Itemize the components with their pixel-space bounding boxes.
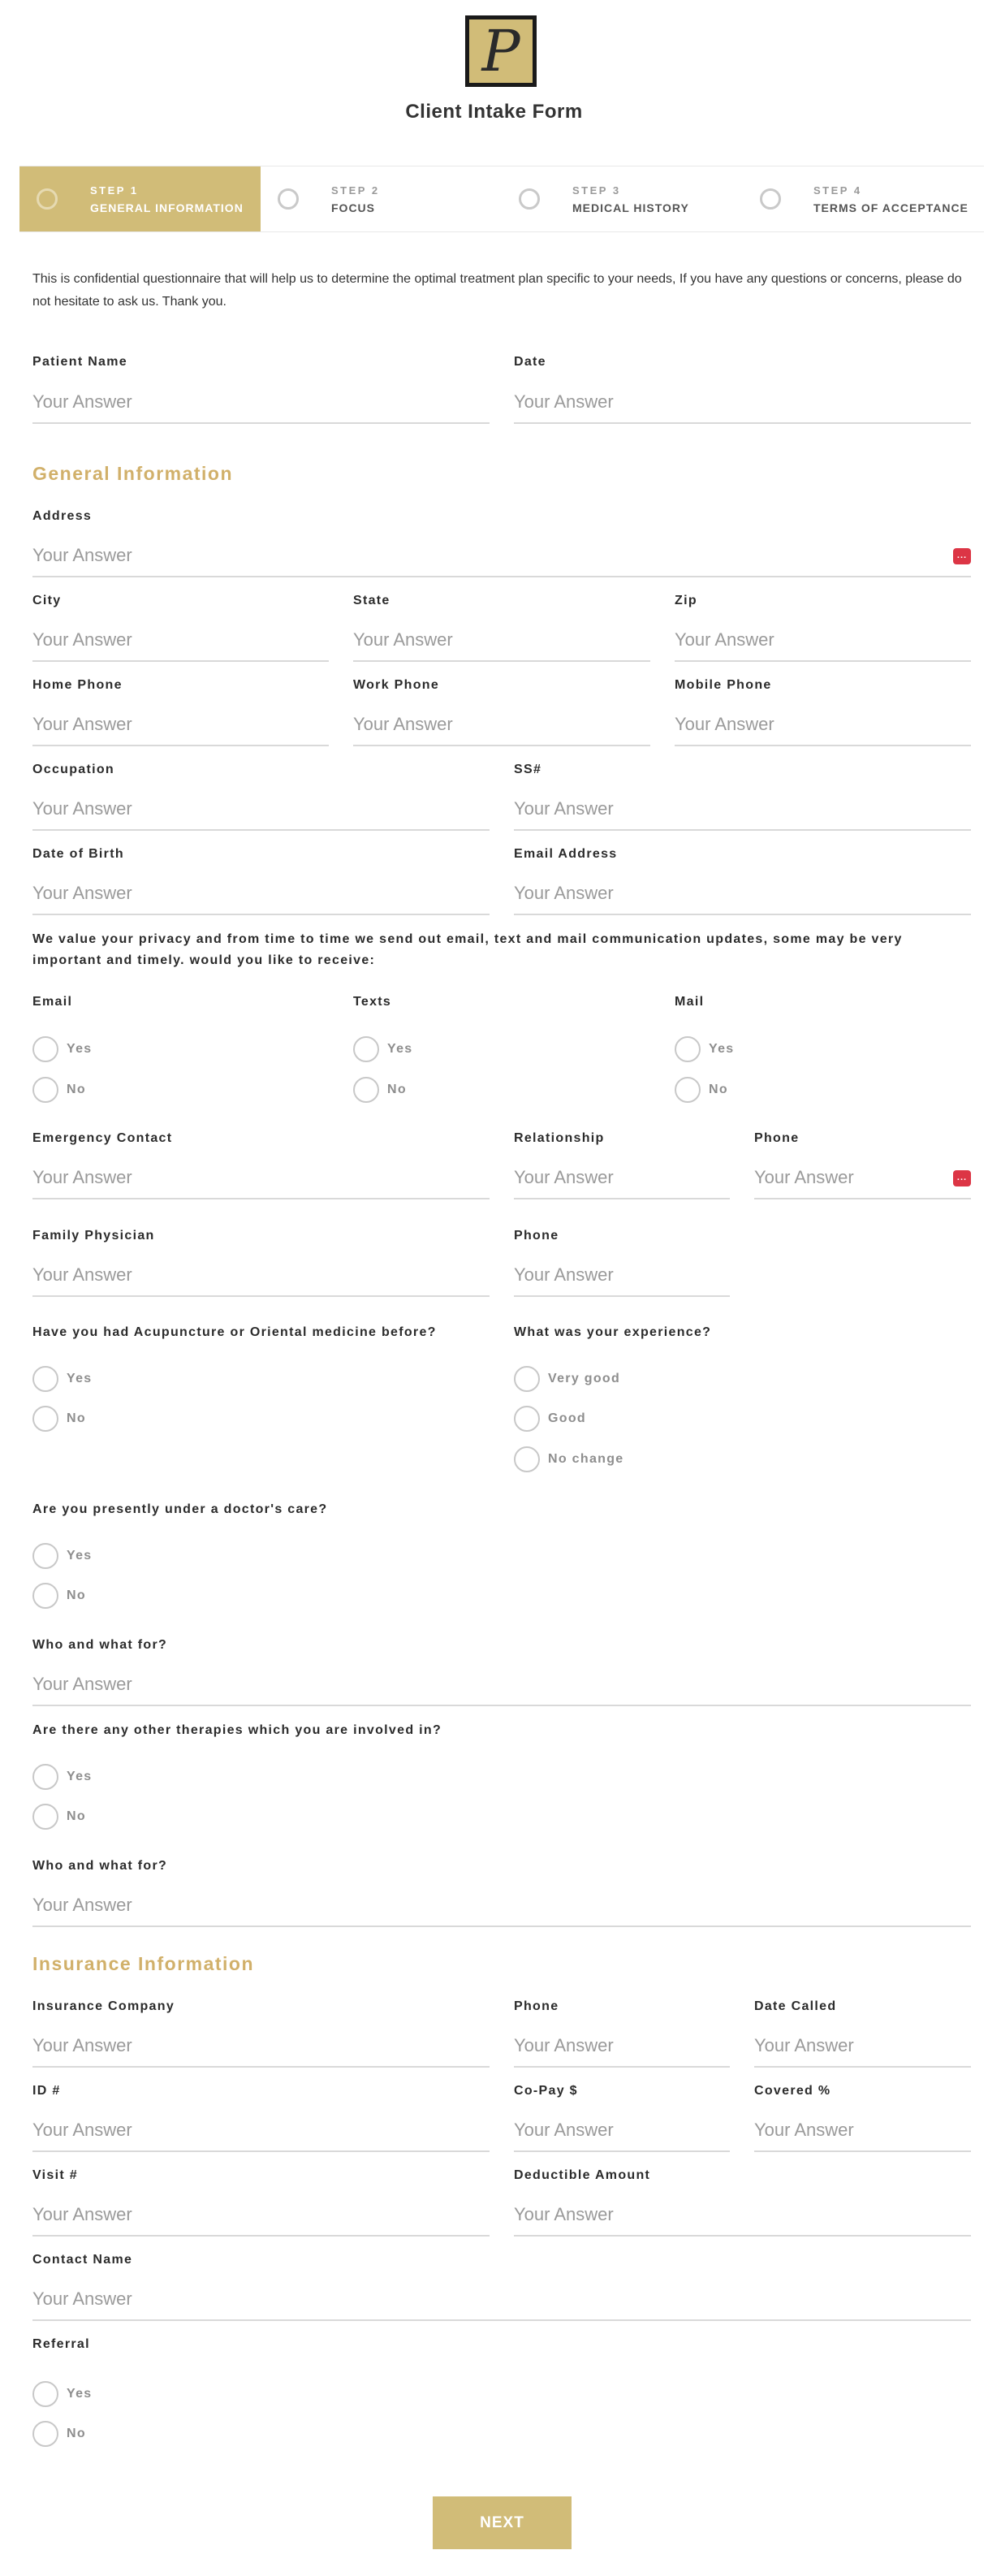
radio-circle-icon xyxy=(32,1543,58,1569)
radio-circle-icon xyxy=(514,1446,540,1472)
zip-field xyxy=(675,620,971,662)
city-input[interactable] xyxy=(32,620,329,660)
occupation-input[interactable] xyxy=(32,789,490,829)
radio-circle-icon xyxy=(353,1077,379,1103)
emergency-phone-input[interactable] xyxy=(754,1157,971,1198)
date-field xyxy=(514,382,971,424)
patient-name-label: Patient Name xyxy=(32,355,127,369)
state-field xyxy=(353,620,650,662)
home-phone-input[interactable] xyxy=(32,704,329,745)
texts-option-label: Texts xyxy=(353,995,392,1009)
relationship-input[interactable] xyxy=(514,1157,730,1198)
other-therapies-yes-radio[interactable] xyxy=(32,1764,93,1790)
radio-label: Yes xyxy=(709,1042,735,1056)
radio-circle-icon xyxy=(514,1366,540,1392)
radio-label: Good xyxy=(548,1411,586,1425)
city-field xyxy=(32,620,329,662)
step-number: STEP 2 xyxy=(331,184,380,197)
home-phone-field xyxy=(32,704,329,746)
email-no-radio[interactable] xyxy=(32,1077,86,1103)
intro-text: This is confidential questionnaire that will help us to determine the optimal treatment plan specific to your needs, If you have any questions or concerns, please do not hesitate to ask us. Thank you. xyxy=(32,272,962,309)
mail-no-radio[interactable] xyxy=(675,1077,728,1103)
texts-yes-radio[interactable] xyxy=(353,1036,413,1062)
radio-label: Yes xyxy=(67,1042,93,1056)
deductible-input[interactable] xyxy=(514,2194,971,2235)
radio-label: Yes xyxy=(67,1770,93,1783)
step-circle-icon xyxy=(760,188,781,210)
radio-label: No xyxy=(67,1411,86,1425)
physician-phone-label: Phone xyxy=(514,1229,559,1243)
radio-label: No xyxy=(67,1083,86,1096)
step-4-tab[interactable] xyxy=(743,166,984,231)
therapy-who-label: Who and what for? xyxy=(32,1859,168,1873)
email-address-label: Email Address xyxy=(514,847,618,861)
step-3-tab[interactable] xyxy=(502,166,743,231)
visit-label: Visit # xyxy=(32,2168,78,2182)
work-phone-label: Work Phone xyxy=(353,678,440,692)
date-of-birth-label: Date of Birth xyxy=(32,847,124,861)
date-label: Date xyxy=(514,355,546,369)
mail-yes-radio[interactable] xyxy=(675,1036,735,1062)
visit-input[interactable] xyxy=(32,2194,490,2235)
radio-circle-icon xyxy=(514,1406,540,1432)
patient-name-input[interactable] xyxy=(32,382,490,422)
logo-letter: P xyxy=(481,18,520,84)
radio-circle-icon xyxy=(675,1036,701,1062)
mail-option-label: Mail xyxy=(675,995,705,1009)
id-input[interactable] xyxy=(32,2110,490,2150)
step-name: TERMS OF ACCEPTANCE xyxy=(813,201,969,214)
step-name: FOCUS xyxy=(331,201,375,214)
doctor-care-no-radio[interactable] xyxy=(32,1583,86,1609)
insurance-phone-field xyxy=(514,2025,730,2068)
radio-circle-icon xyxy=(32,2421,58,2447)
privacy-question: We value your privacy and from time to time we send out email, text and mail communication updates, some may be very important and timely. would you like to receive: xyxy=(32,932,903,967)
referral-no-radio[interactable] xyxy=(32,2421,86,2447)
step-text xyxy=(331,184,380,214)
radio-label: Yes xyxy=(67,1549,93,1562)
radio-label: Yes xyxy=(387,1042,413,1056)
other-therapies-no-radio[interactable] xyxy=(32,1804,86,1830)
relationship-label: Relationship xyxy=(514,1131,605,1145)
radio-circle-icon xyxy=(32,1077,58,1103)
acupuncture-yes-radio[interactable] xyxy=(32,1366,93,1392)
patient-name-field xyxy=(32,382,490,424)
date-of-birth-input[interactable] xyxy=(32,873,490,914)
address-input[interactable] xyxy=(32,535,971,576)
email-address-input[interactable] xyxy=(514,873,971,914)
logo-inner xyxy=(469,19,533,83)
contact-name-label: Contact Name xyxy=(32,2253,133,2267)
family-physician-input[interactable] xyxy=(32,1255,490,1295)
copay-input[interactable] xyxy=(514,2110,730,2150)
ss-label: SS# xyxy=(514,763,542,776)
step-text xyxy=(90,184,244,214)
emergency-contact-field xyxy=(32,1157,490,1199)
doctor-who-field xyxy=(32,1664,971,1706)
other-therapies-question: Are there any other therapies which you are involved in? xyxy=(32,1723,442,1737)
work-phone-input[interactable] xyxy=(353,704,650,745)
radio-label: Yes xyxy=(67,1372,93,1385)
radio-circle-icon xyxy=(353,1036,379,1062)
state-label: State xyxy=(353,594,390,607)
state-input[interactable] xyxy=(353,620,650,660)
email-option-label: Email xyxy=(32,995,73,1009)
work-phone-field xyxy=(353,704,650,746)
insurance-company-input[interactable] xyxy=(32,2025,490,2066)
acupuncture-no-radio[interactable] xyxy=(32,1406,86,1432)
covered-input[interactable] xyxy=(754,2110,971,2150)
radio-label: No xyxy=(67,1588,86,1602)
general-information-heading: General Information xyxy=(32,463,234,484)
family-physician-label: Family Physician xyxy=(32,1229,155,1243)
covered-label: Covered % xyxy=(754,2084,831,2098)
radio-circle-icon xyxy=(32,1764,58,1790)
copay-label: Co-Pay $ xyxy=(514,2084,578,2098)
insurance-phone-input[interactable] xyxy=(514,2025,730,2066)
emergency-phone-label: Phone xyxy=(754,1131,800,1145)
therapy-who-field xyxy=(32,1885,971,1927)
visit-field xyxy=(32,2194,490,2237)
deductible-field xyxy=(514,2194,971,2237)
family-physician-field xyxy=(32,1255,490,1297)
page-title: Client Intake Form xyxy=(405,101,583,123)
occupation-field xyxy=(32,789,490,831)
date-called-field xyxy=(754,2025,971,2068)
step-number: STEP 3 xyxy=(572,184,621,197)
covered-field xyxy=(754,2110,971,2152)
radio-circle-icon xyxy=(32,1804,58,1830)
step-circle-icon xyxy=(519,188,540,210)
step-1-tab[interactable] xyxy=(19,166,261,231)
step-text xyxy=(572,184,689,214)
step-number: STEP 4 xyxy=(813,184,862,197)
radio-circle-icon xyxy=(32,1583,58,1609)
radio-label: No xyxy=(387,1083,407,1096)
emergency-contact-input[interactable] xyxy=(32,1157,490,1198)
insurance-information-heading: Insurance Information xyxy=(32,1953,255,1974)
referral-label: Referral xyxy=(32,2337,90,2351)
mobile-phone-input[interactable] xyxy=(675,704,971,745)
occupation-label: Occupation xyxy=(32,763,115,776)
step-text xyxy=(813,184,969,214)
radio-label: No xyxy=(67,2427,86,2440)
more-options-icon[interactable]: ... xyxy=(953,1170,971,1186)
contact-name-field xyxy=(32,2279,971,2321)
step-circle-icon xyxy=(37,188,58,210)
experience-very-good-radio[interactable] xyxy=(514,1366,620,1392)
physician-phone-field xyxy=(514,1255,730,1297)
zip-input[interactable] xyxy=(675,620,971,660)
doctor-care-yes-radio[interactable] xyxy=(32,1543,93,1569)
insurance-company-field xyxy=(32,2025,490,2068)
date-called-input[interactable] xyxy=(754,2025,971,2066)
radio-label: Very good xyxy=(548,1372,621,1385)
date-called-label: Date Called xyxy=(754,1999,837,2013)
zip-label: Zip xyxy=(675,594,697,607)
more-options-icon[interactable]: ... xyxy=(953,548,971,564)
experience-question: What was your experience? xyxy=(514,1325,712,1339)
home-phone-label: Home Phone xyxy=(32,678,123,692)
email-yes-radio[interactable] xyxy=(32,1036,93,1062)
experience-no-change-radio[interactable] xyxy=(514,1446,624,1472)
address-label: Address xyxy=(32,509,93,523)
doctor-care-question: Are you presently under a doctor's care? xyxy=(32,1502,328,1516)
doctor-who-input[interactable] xyxy=(32,1664,971,1705)
radio-label: Yes xyxy=(67,2387,93,2401)
step-2-tab[interactable] xyxy=(261,166,502,231)
id-field xyxy=(32,2110,490,2152)
referral-yes-radio[interactable] xyxy=(32,2381,93,2407)
step-progress-bar xyxy=(19,166,984,232)
ss-field xyxy=(514,789,971,831)
mobile-phone-label: Mobile Phone xyxy=(675,678,772,692)
insurance-phone-label: Phone xyxy=(514,1999,559,2013)
step-circle-icon xyxy=(278,188,299,210)
ss-input[interactable] xyxy=(514,789,971,829)
step-number: STEP 1 xyxy=(90,184,139,197)
acupuncture-question: Have you had Acupuncture or Oriental medicine before? xyxy=(32,1325,437,1339)
therapy-who-input[interactable] xyxy=(32,1885,971,1926)
date-input[interactable] xyxy=(514,382,971,422)
email-address-field xyxy=(514,873,971,915)
contact-name-input[interactable] xyxy=(32,2279,971,2319)
city-label: City xyxy=(32,594,62,607)
emergency-contact-label: Emergency Contact xyxy=(32,1131,173,1145)
deductible-label: Deductible Amount xyxy=(514,2168,651,2182)
radio-circle-icon xyxy=(675,1077,701,1103)
radio-label: No xyxy=(67,1809,86,1823)
doctor-who-label: Who and what for? xyxy=(32,1638,168,1652)
radio-circle-icon xyxy=(32,2381,58,2407)
radio-label: No xyxy=(709,1083,728,1096)
date-of-birth-field xyxy=(32,873,490,915)
copay-field xyxy=(514,2110,730,2152)
step-name: MEDICAL HISTORY xyxy=(572,201,689,214)
address-field xyxy=(32,535,971,577)
insurance-company-label: Insurance Company xyxy=(32,1999,175,2013)
next-button[interactable]: NEXT xyxy=(433,2496,572,2549)
radio-circle-icon xyxy=(32,1406,58,1432)
logo xyxy=(465,15,537,87)
radio-label: No change xyxy=(548,1452,624,1466)
radio-circle-icon xyxy=(32,1366,58,1392)
physician-phone-input[interactable] xyxy=(514,1255,730,1295)
emergency-phone-field xyxy=(754,1157,971,1199)
step-name: GENERAL INFORMATION xyxy=(90,201,244,214)
experience-good-radio[interactable] xyxy=(514,1406,586,1432)
mobile-phone-field xyxy=(675,704,971,746)
texts-no-radio[interactable] xyxy=(353,1077,407,1103)
id-label: ID # xyxy=(32,2084,61,2098)
relationship-field xyxy=(514,1157,730,1199)
radio-circle-icon xyxy=(32,1036,58,1062)
